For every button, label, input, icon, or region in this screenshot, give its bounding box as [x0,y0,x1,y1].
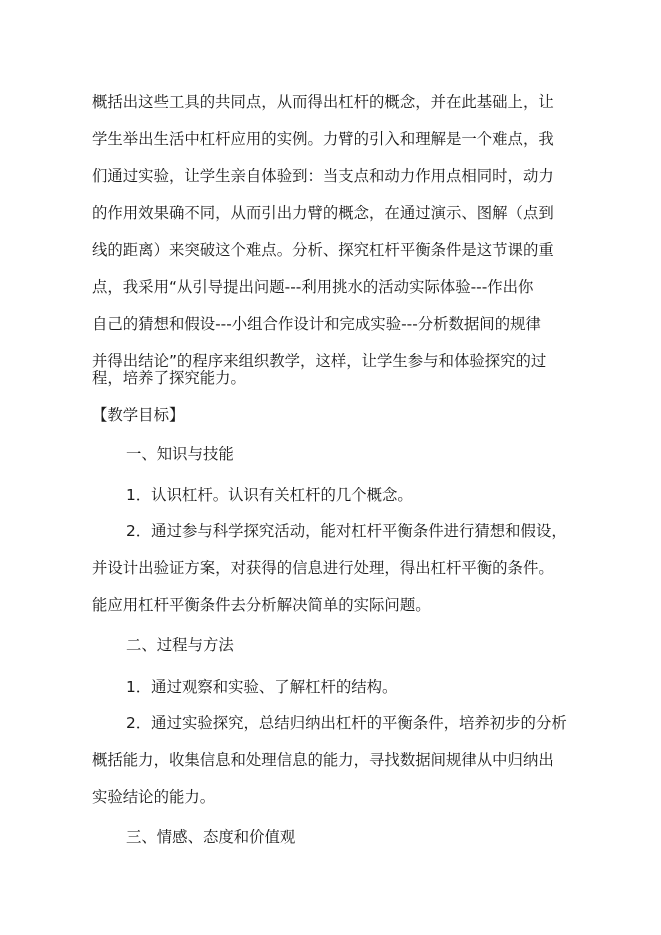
knowledge-item-1: 1．认识杠杆。认识有关杠杆的几个概念。 [126,486,413,504]
paragraph-line: 自己的猜想和假设---小组合作设计和完成实验---分析数据间的规律 [92,315,541,333]
paragraph-line: 点，我采用“从引导提出问题---利用挑水的活动实际体验---作出你 [92,278,534,296]
section-heading: 【教学目标】 [92,406,185,424]
paragraph-line: 程，培养了探究能力。 [92,369,246,387]
knowledge-item-2-line: 并设计出验证方案，对获得的信息进行处理，得出杠杆平衡的条件。 [92,559,554,577]
process-title: 二、过程与方法 [126,636,234,654]
paragraph-line: 概括出这些工具的共同点，从而得出杠杆的概念，并在此基础上，让 [92,93,554,111]
process-item-2-line: 2．通过实验探究，总结归纳出杠杆的平衡条件，培养初步的分析 [126,714,567,732]
paragraph-line: 的作用效果确不同，从而引出力臂的概念，在通过演示、图解（点到 [92,204,554,222]
knowledge-title: 一、知识与技能 [126,445,234,463]
process-item-1: 1．通过观察和实验、了解杠杆的结构。 [126,678,398,696]
paragraph-line: 并得出结论”的程序来组织教学，这样，让学生参与和体验探究的过 [92,352,547,370]
emotion-title: 三、情感、态度和价值观 [126,828,296,846]
knowledge-item-2-line: 2．通过参与科学探究活动，能对杠杆平衡条件进行猜想和假设， [126,522,567,540]
process-item-2-line: 概括能力，收集信息和处理信息的能力，寻找数据间规律从中归纳出 [92,751,554,769]
knowledge-item-2-line: 能应用杠杆平衡条件去分析解决简单的实际问题。 [92,596,431,614]
paragraph-line: 线的距离）来突破这个难点。分析、探究杠杆平衡条件是这节课的重 [92,241,554,259]
paragraph-line: 们通过实验，让学生亲自体验到：当支点和动力作用点相同时，动力 [92,167,554,185]
process-item-2-line: 实验结论的能力。 [92,788,216,806]
paragraph-line: 学生举出生活中杠杆应用的实例。力臂的引入和理解是一个难点，我 [92,130,554,148]
